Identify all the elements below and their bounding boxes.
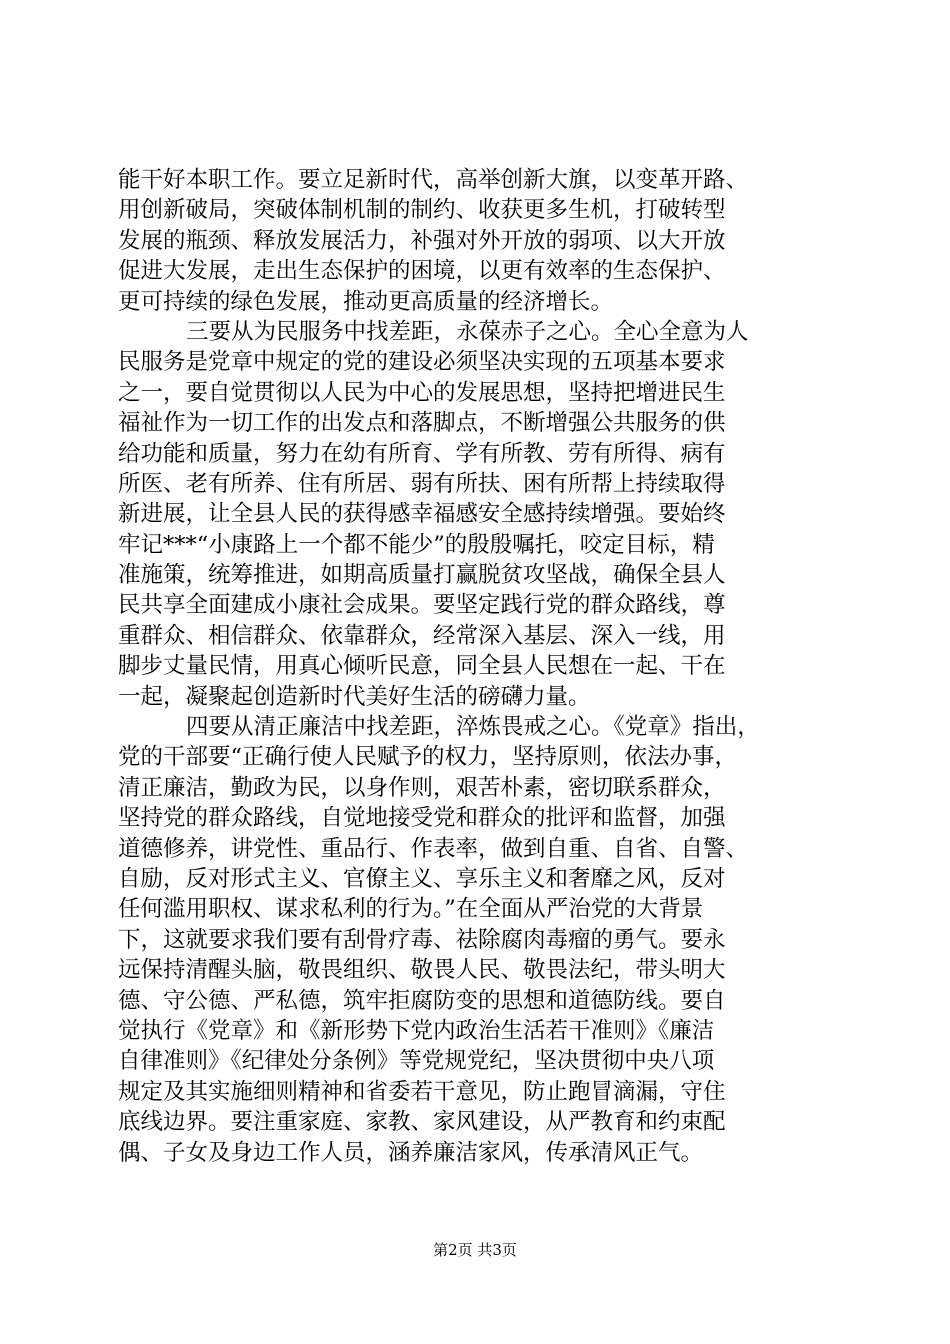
text-line: 自律准则》《纪律处分条例》等党规党纪，坚决贯彻中央八项 xyxy=(118,1048,715,1075)
paragraph-start-line: 四要从清正廉洁中找差距，淬炼畏戒之心。《党章》指出， xyxy=(186,714,760,741)
text-line: 道德修养，讲党性、重品行、作表率，做到自重、自省、自警、 xyxy=(118,835,749,862)
page-number-footer: 第2页 共3页 xyxy=(433,1241,517,1259)
text-line: 自励，反对形式主义、官僚主义、享乐主义和奢靡之风，反对 xyxy=(118,865,726,892)
text-line: 发展的瓶颈、释放发展活力，补强对外开放的弱项、以大开放 xyxy=(118,227,726,254)
paragraph-start-line: 三要从为民服务中找差距，永葆赤子之心。全心全意为人 xyxy=(186,318,749,345)
text-line: 准施策，统筹推进，如期高质量打赢脱贫攻坚战，确保全县人 xyxy=(118,562,726,589)
text-line: 一起，凝聚起创造新时代美好生活的磅礴力量。 xyxy=(118,683,591,710)
text-line: 规定及其实施细则精神和省委若干意见，防止跑冒滴漏，守住 xyxy=(118,1078,726,1105)
text-line: 牢记***“小康路上一个都不能少”的殷殷嘱托，咬定目标，精 xyxy=(118,531,715,558)
text-line: 党的干部要“正确行使人民赋予的权力，坚持原则，依法办事， xyxy=(118,744,738,771)
document-body xyxy=(118,165,838,1168)
text-line: 福祉作为一切工作的出发点和落脚点，不断增强公共服务的供 xyxy=(118,410,726,437)
text-line: 促进大发展，走出生态保护的困境，以更有效率的生态保护、 xyxy=(118,258,726,285)
text-line: 脚步丈量民情，用真心倾听民意，同全县人民想在一起、干在 xyxy=(118,653,726,680)
text-line: 所医、老有所养、住有所居、弱有所扶、困有所帮上持续取得 xyxy=(118,470,726,497)
text-line: 民共享全面建成小康社会成果。要坚定践行党的群众路线，尊 xyxy=(118,592,726,619)
text-line: 远保持清醒头脑，敬畏组织、敬畏人民、敬畏法纪，带头明大 xyxy=(118,957,726,984)
text-line: 任何滥用职权、谋求私利的行为。”在全面从严治党的大背景 xyxy=(118,896,704,923)
text-line: 之一，要自觉贯彻以人民为中心的发展思想，坚持把增进民生 xyxy=(118,379,726,406)
text-line: 德、守公德、严私德，筑牢拒腐防变的思想和道德防线。要自 xyxy=(118,987,726,1014)
text-line: 下，这就要求我们要有刮骨疗毒、祛除腐肉毒瘤的勇气。要永 xyxy=(118,926,726,953)
text-line: 用创新破局，突破体制机制的制约、收获更多生机，打破转型 xyxy=(118,197,726,224)
text-line: 民服务是党章中规定的党的建设必须坚决实现的五项基本要求 xyxy=(118,349,726,376)
text-line: 重群众、相信群众、依靠群众，经常深入基层、深入一线，用 xyxy=(118,622,726,649)
text-line: 清正廉洁，勤政为民，以身作则，艰苦朴素，密切联系群众， xyxy=(118,774,726,801)
text-line: 坚持党的群众路线，自觉地接受党和群众的批评和监督，加强 xyxy=(118,805,726,832)
text-line: 能干好本职工作。要立足新时代，高举创新大旗，以变革开路、 xyxy=(118,167,749,193)
text-line: 给功能和质量，努力在幼有所育、学有所教、劳有所得、病有 xyxy=(118,440,726,467)
text-line: 偶、子女及身边工作人员，涵养廉洁家风，传承清风正气。 xyxy=(118,1139,704,1166)
text-line: 觉执行《党章》和《新形势下党内政治生活若干准则》《廉洁 xyxy=(118,1017,715,1044)
text-line: 底线边界。要注重家庭、家教、家风建设，从严教育和约束配 xyxy=(118,1109,726,1136)
text-line: 更可持续的绿色发展，推动更高质量的经济增长。 xyxy=(118,288,614,315)
text-line: 新进展，让全县人民的获得感幸福感安全感持续增强。要始终 xyxy=(118,501,726,528)
